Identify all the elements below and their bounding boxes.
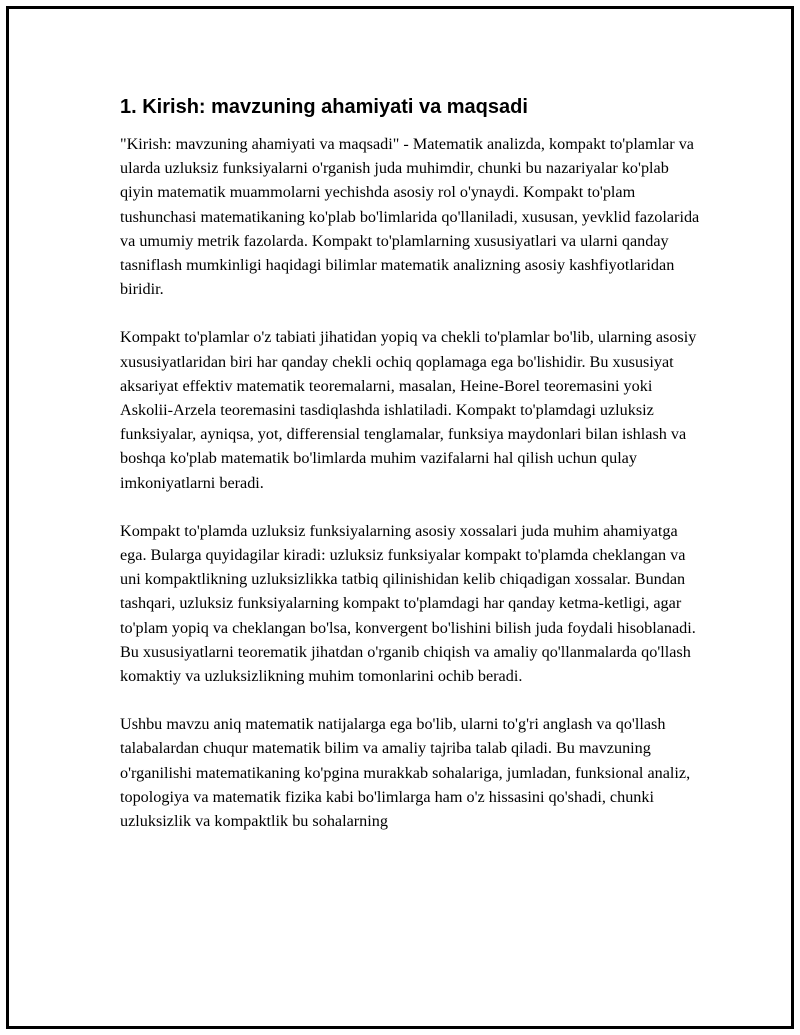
paragraph-2: Kompakt to'plamlar o'z tabiati jihatidan yopiq va chekli to'plamlar bo'lib, ularning asosiy xususiyatlaridan biri har qanday chekli ochiq qoplamaga ega bo'lishidir. Bu xususiyat aksariyat effektiv matematik teoremalarni, masalan, Heine-Borel teoremasini yoki Askolii-Arzela teoremasini tasdiqlashda ishlatiladi. Kompakt to'plamdagi uzluksiz funksiyalar, ayniqsa, yot, differensial tenglamalar, funksiya maydonlari bilan ishlash va boshqa ko'plab matematik bo'limlarda muhim vazifalarni hal qilish uchun qulay imkoniyatlarni beradi. xyxy=(120,328,697,492)
paragraph-1: "Kirish: mavzuning ahamiyati va maqsadi" - Matematik analizda, kompakt to'plamlar va ularda uzluksiz funksiyalarni o'rganish juda muhimdir, chunki bu nazariyalar ko'plab qiyin matematik muammolarni yechishda asosiy rol o'ynaydi. Kompakt to'plam tushunchasi matematikaning ko'plab bo'limlarida qo'llaniladi, xususan, yevklid fazolarida va umumiy metrik fazolarda. Kompakt to'plamlarning xususiyatlari va ularni qanday tasniflash mumkinligi haqidagi bilimlar matematik analizning asosiy kashfiyotlaridan biridir. xyxy=(120,135,700,299)
paragraph-4: Ushbu mavzu aniq matematik natijalarga ega bo'lib, ularni to'g'ri anglash va qo'llash talabalardan chuqur matematik bilim va amaliy tajriba talab qiladi. Bu mavzuning o'rganilishi matematikaning ko'pgina murakkab sohalariga, jumladan, funksional analiz, topologiya va matematik fizika kabi bo'limlarga ham o'z hissasini qo'shadi, chunki uzluksizlik va kompaktlik bu sohalarning xyxy=(120,715,691,831)
document-body xyxy=(120,94,700,857)
page-frame xyxy=(6,6,794,1029)
section-heading: 1. Kirish: mavzuning ahamiyati va maqsadi xyxy=(120,96,528,118)
paragraph-3: Kompakt to'plamda uzluksiz funksiyalarning asosiy xossalari juda muhim ahamiyatga ega. Bularga quyidagilar kiradi: uzluksiz funksiyalar kompakt to'plamda cheklangan va uni kompaktlikning uzluksizlikka tatbiq qilinishidan kelib chiqadigan xossalar. Bundan tashqari, uzluksiz funksiyalarning kompakt to'plamdagi har qanday ketma-ketligi, agar to'plam yopiq va cheklangan bo'lsa, konvergent bo'lishini bilish juda foydali hisoblanadi. Bu xususiyatlarni teorematik jihatdan o'rganib chiqish va amaliy qo'llanmalarda qo'llash komaktiy va uzluksizlikning muhim tomonlarini ochib beradi. xyxy=(120,521,696,686)
